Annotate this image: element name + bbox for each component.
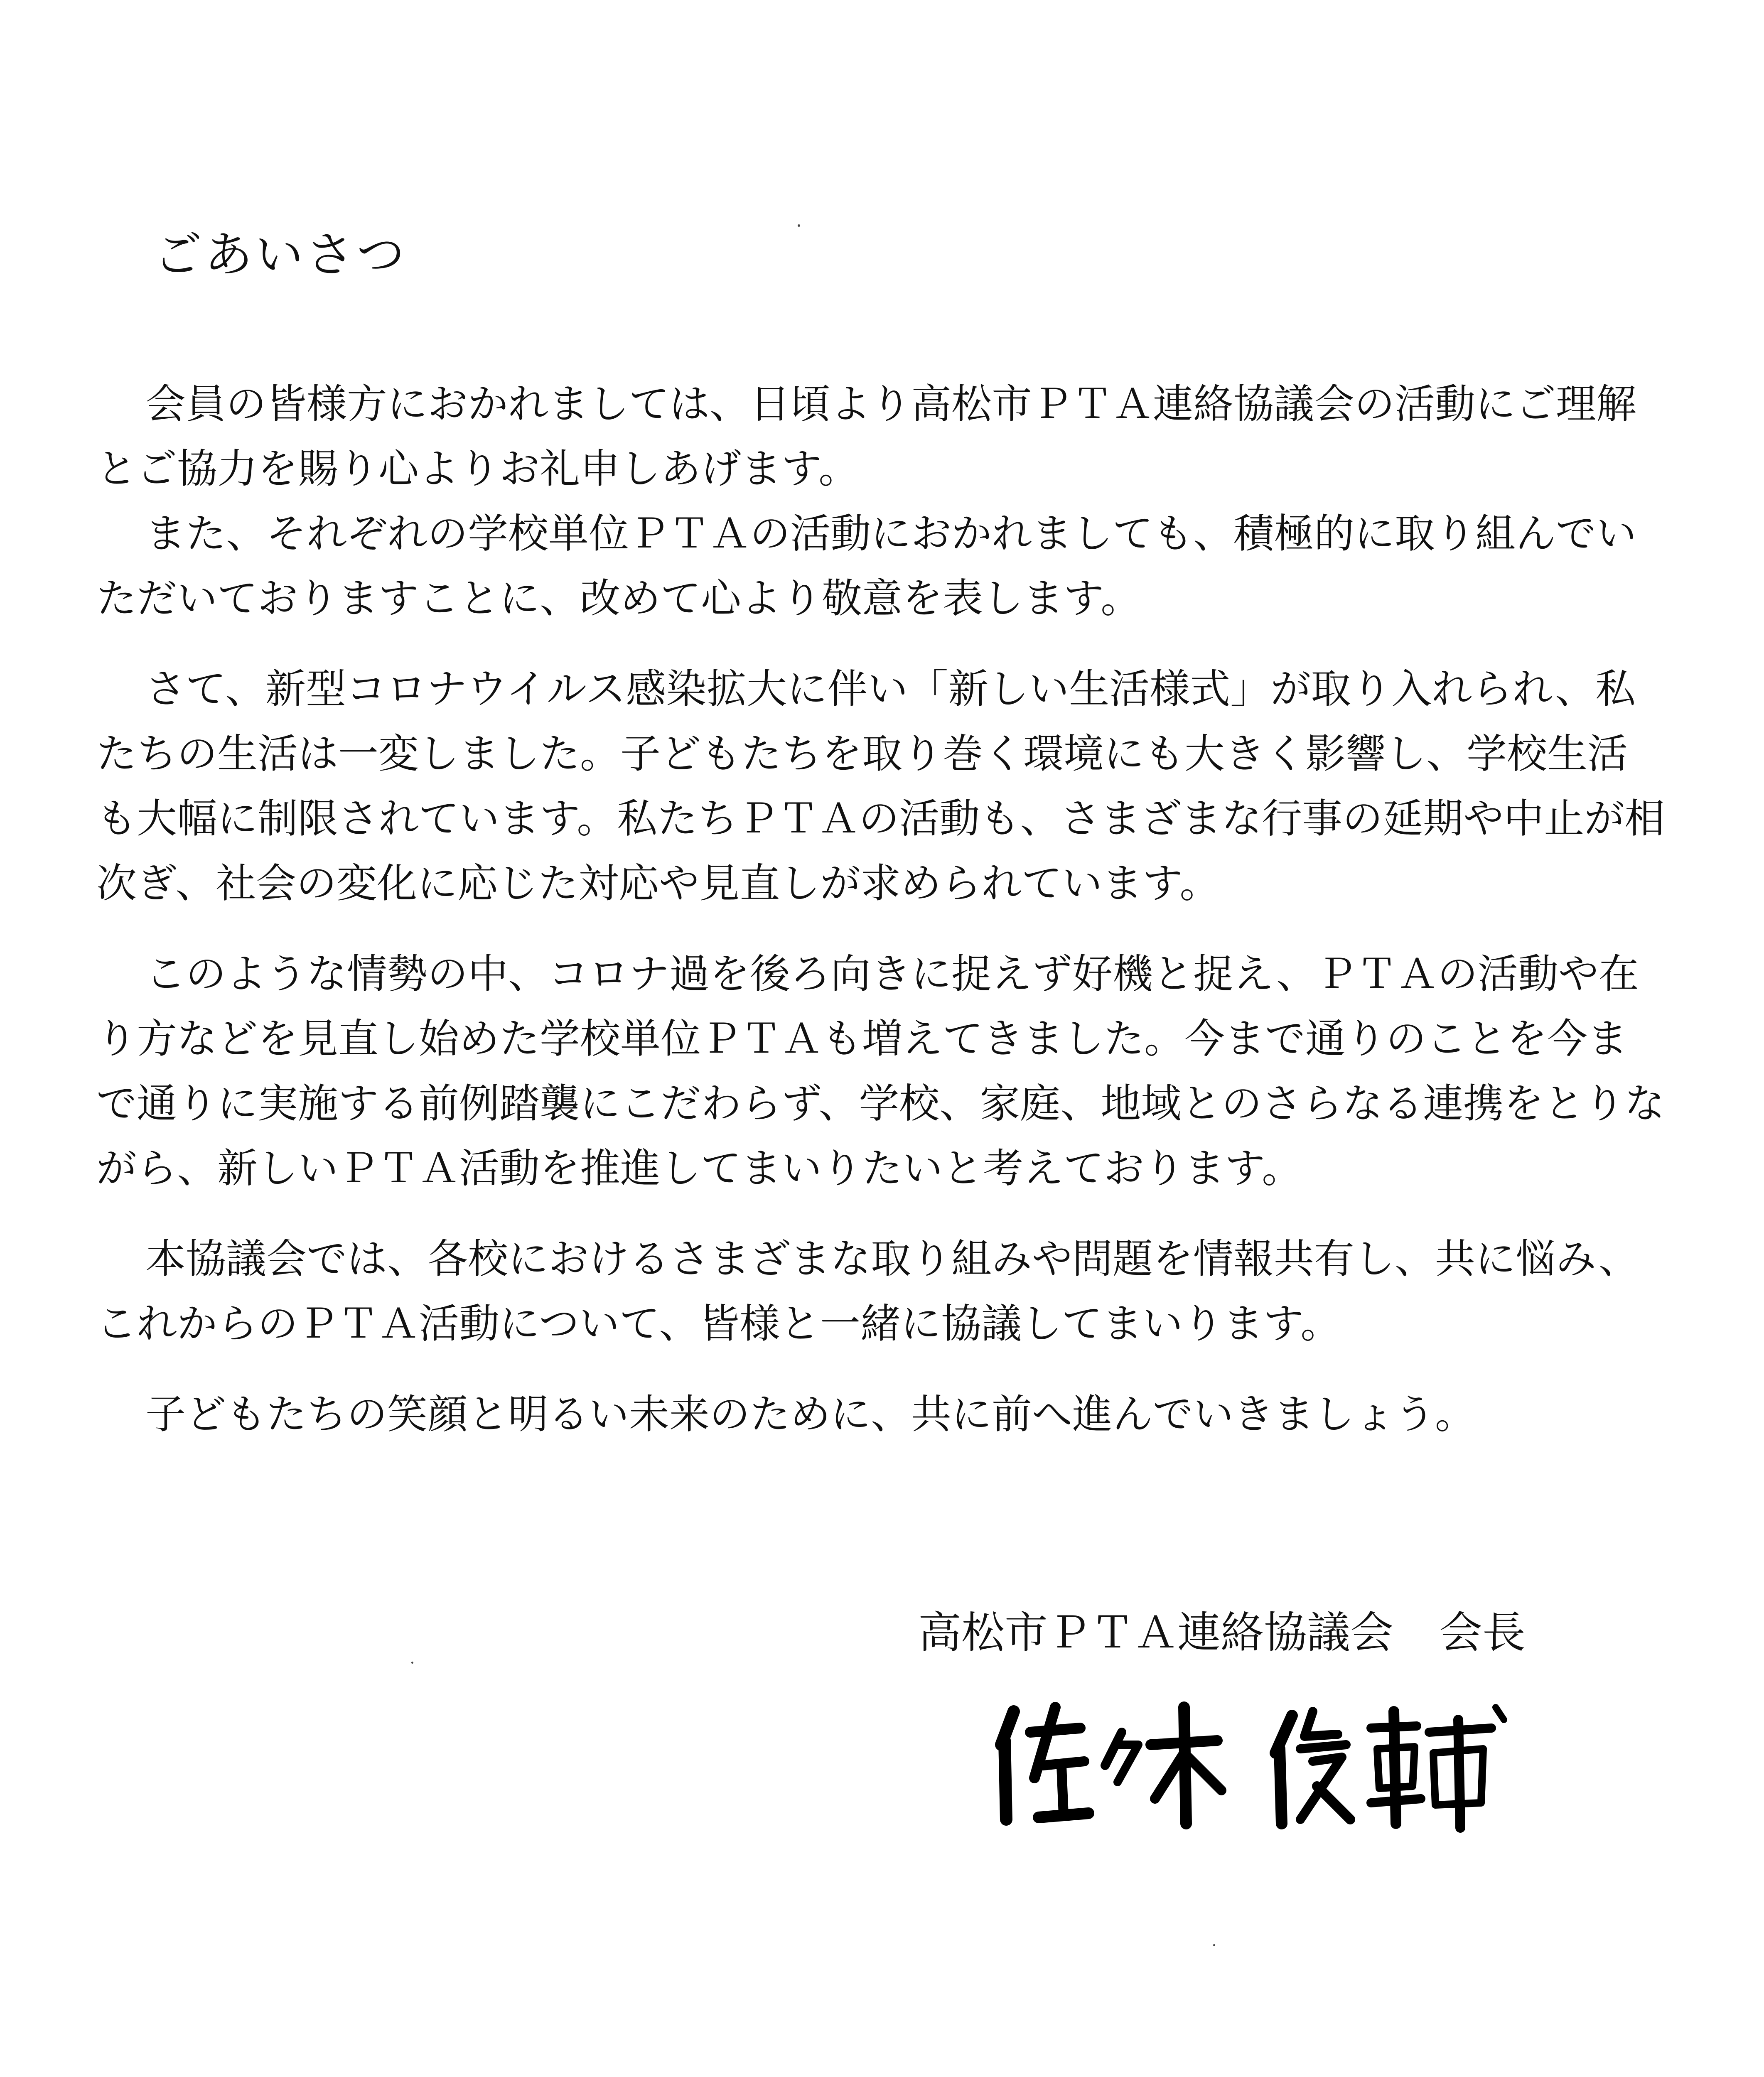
scan-speck [411, 1662, 413, 1664]
signature-block [918, 1603, 1666, 1662]
role-title: 会長 [1439, 1607, 1526, 1658]
page-title: ごあいさつ [154, 227, 407, 283]
organization-line [918, 1603, 1666, 1662]
paragraph-closing: 子どもたちの笑顔と明るい未来のために、共に前へ進んでいきましょう。 [145, 1391, 1475, 1438]
organization-name: 高松市ＰＴＡ連絡協議会 [918, 1607, 1394, 1658]
scan-speck [1213, 1944, 1215, 1946]
paragraph-greeting: 会員の皆様方におかれましては、日頃より高松市ＰＴＡ連絡協議会の活動にご理解とご協力を賜り心よりお礼申しあげます。 [96, 381, 1636, 492]
handwritten-signature [985, 1695, 1525, 1836]
scan-speck [798, 224, 800, 227]
paragraph-covid: さて、新型コロナウイルス感染拡大に伴い「新しい生活様式」が取り入れられ、私たちの生活は一変しました。子どもたちを取り巻く環境にも大きく影響し、学校生活も大幅に制限されています。私たちＰＴＡの活動も、さまざまな行事の延期や中止が相次ぎ、社会の変化に応じた対応や見直しが求められています。 [96, 665, 1665, 907]
body-text [96, 372, 1667, 1447]
paragraph-review: このような情勢の中、コロナ過を後ろ向きに捉えず好機と捉え、ＰＴＡの活動や在り方などを見直し始めた学校単位ＰＴＡも増えてきました。今まで通りのことを今まで通りに実施する前例踏襲にこだわらず、学校、家庭、地域とのさらなる連携をとりながら、新しいＰＴＡ活動を推進してまいりたいと考えております。 [96, 950, 1665, 1192]
paragraph-council: 本協議会では、各校におけるさまざまな取り組みや問題を情報共有し、共に悩み、これからのＰＴＡ活動について、皆様と一緒に協議してまいります。 [96, 1235, 1639, 1347]
paragraph-respect: また、それぞれの学校単位ＰＴＡの活動におかれましても、積極的に取り組んでいただいておりますことに、改めて心より敬意を表します。 [96, 510, 1636, 622]
